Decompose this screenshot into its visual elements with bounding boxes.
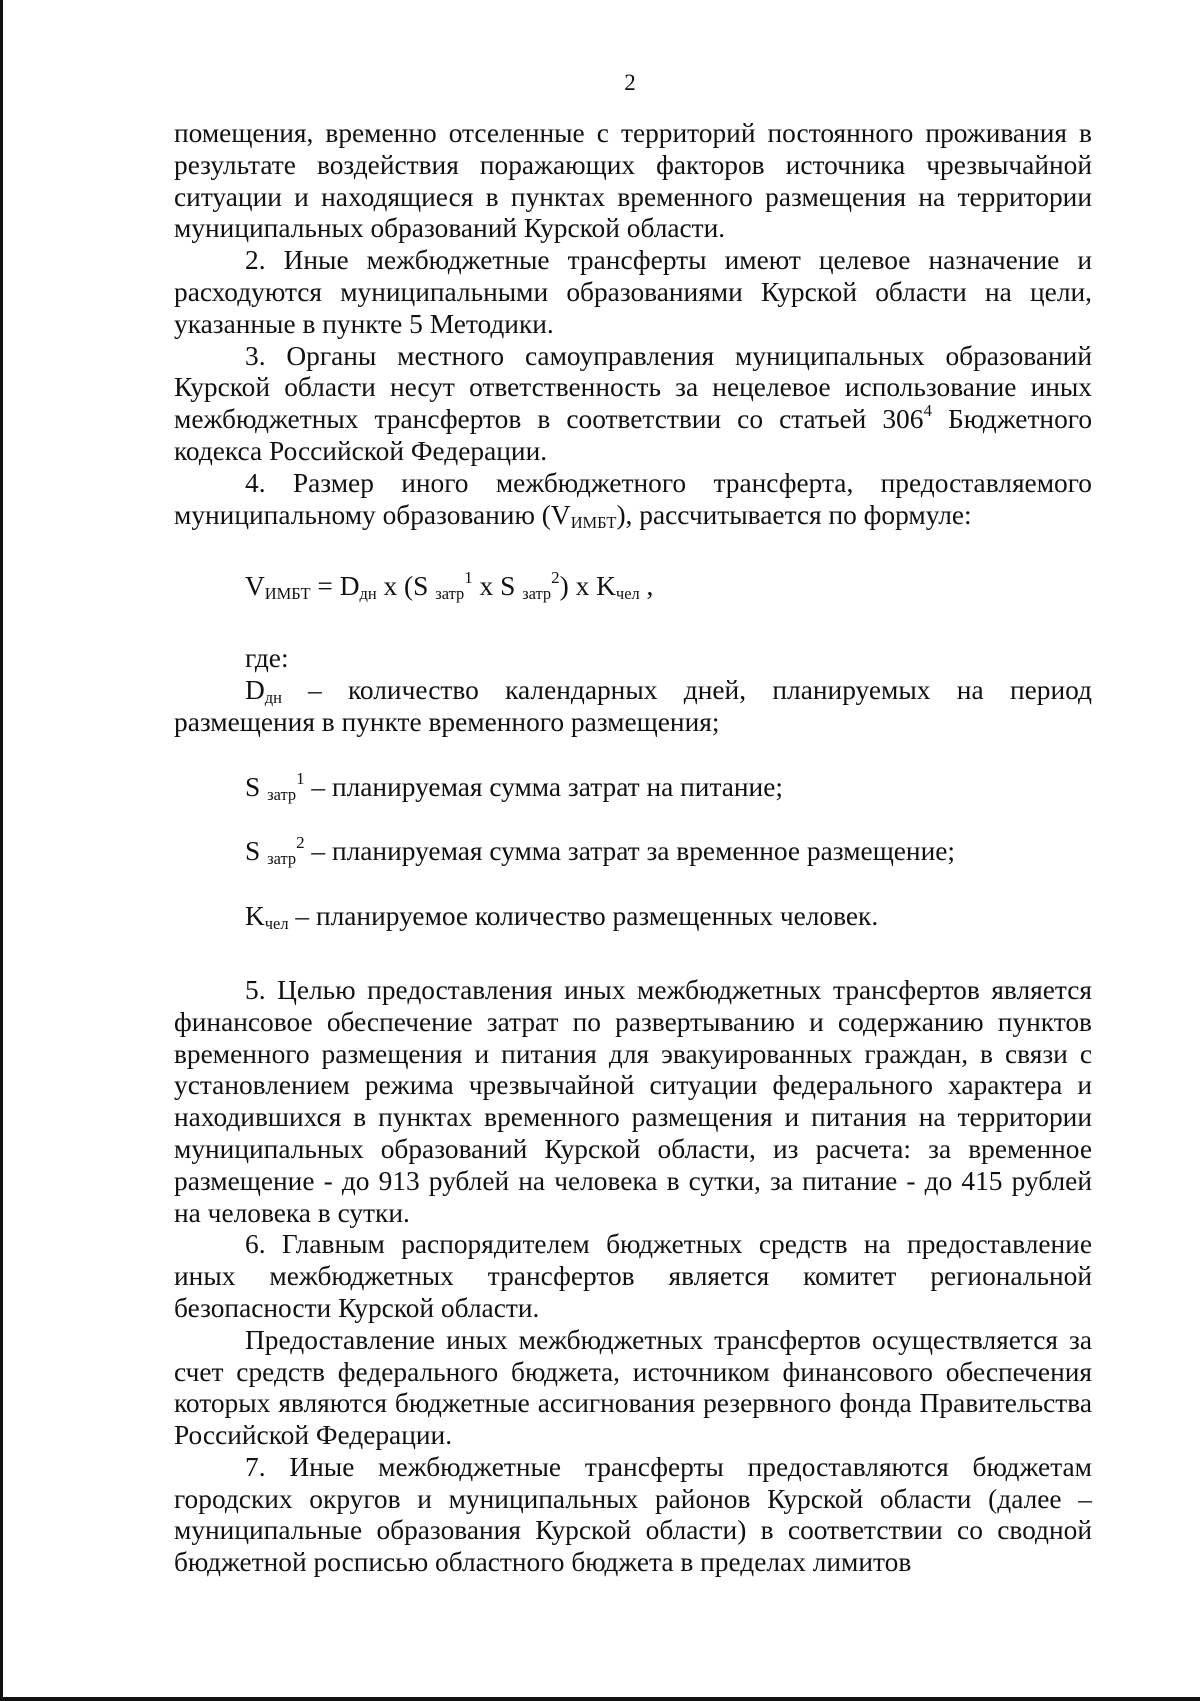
definition-k-sub: чел: [264, 914, 289, 934]
article-superscript: 4: [923, 401, 932, 421]
formula-v-sub: ИМБТ: [264, 584, 311, 604]
definition-d-sub: дн: [264, 688, 282, 708]
formula: [245, 568, 1092, 604]
definition-d-text: – количество календарных дней, планируемых на период размещения в пункте временного размещения;: [174, 674, 1092, 737]
definition-d-symbol: D: [245, 674, 265, 705]
paragraph-4: [174, 468, 1092, 532]
formula-v: V: [245, 571, 265, 602]
formula-s1-sub: затр: [435, 584, 465, 604]
paragraph-2: 2. Иные межбюджетные трансферты имеют целевое назначение и расходуются муниципальными образованиями Курской области на цели, указанные в пункте 5 Методики.: [174, 245, 1092, 339]
definition-k-symbol: K: [245, 901, 265, 932]
paragraph-4-text: 4. Размер иного межбюджетного трансферта, предоставляемого муниципальному образованию (V: [174, 467, 1092, 530]
definition-k-text: – планируемое количество размещенных человек.: [288, 901, 879, 932]
paragraph-6: 6. Главным распорядителем бюджетных средств на предоставление иных межбюджетных трансфертов является комитет региональной безопасности Курской области.: [174, 1229, 1092, 1323]
paragraph-5: 5. Целью предоставления иных межбюджетных трансфертов является финансовое обеспечение затрат по развертыванию и содержанию пунктов временного размещения и питания для эвакуированных граждан, в связи с установлением режима чрезвычайной ситуации федерального характера и находившихся в пунктах временного размещения и питания на территории муниципальных образований Курской области, из расчета: за временное размещение - до 913 рублей на человека в сутки, за питание - до 415 рублей на человека в сутки.: [174, 974, 1092, 1228]
paragraph-4-text-end: ), рассчитывается по формуле:: [616, 499, 972, 530]
formula-close: ) x K: [559, 571, 616, 602]
paragraph-3-text: 3. Органы местного самоуправления муниципальных образований Курской области несут ответственность за нецелевое использование иных межбюджетных трансфертов в соответствии со статьей 306: [174, 340, 1092, 435]
page-bottom-border: [0, 1697, 1200, 1701]
definition-s2-symbol: S: [245, 836, 268, 867]
formula-s2-sub: затр: [522, 584, 552, 604]
formula-d: D: [339, 571, 360, 602]
paragraph-3-text-end: Бюджетного кодекса Российской Федерации.: [174, 404, 1093, 466]
definition-s2: [174, 833, 1092, 869]
definition-s1-symbol: S: [245, 771, 268, 802]
where-label: где:: [245, 643, 289, 674]
formula-k-sub: чел: [615, 584, 640, 604]
definition-s2-text: – планируемая сумма затрат за временное размещение;: [304, 836, 956, 867]
paragraph-6b: Предоставление иных межбюджетных трансфертов осуществляется за счет средств федерального бюджета, источником финансового обеспечения которых являются бюджетные ассигнования резервного фонда Правительства Российской Федерации.: [174, 1324, 1092, 1451]
formula-s1-sup: 1: [464, 568, 473, 588]
definition-s1-sup: 1: [296, 768, 305, 788]
definition-s1-sub: затр: [267, 784, 297, 804]
formula-d-sub: дн: [359, 584, 377, 604]
page-number: 2: [624, 70, 636, 95]
formula-end: ,: [639, 571, 654, 602]
definition-s1: [174, 768, 1092, 804]
formula-times-1: x (S: [376, 571, 436, 602]
definition-s1-text: – планируемая сумма затрат на питание;: [304, 771, 783, 802]
definition-d: [174, 675, 1092, 739]
definition-k: [174, 901, 1092, 933]
paragraph-3: [174, 341, 1092, 468]
definition-s2-sup: 2: [296, 833, 305, 853]
paragraph-7: 7. Иные межбюджетные трансферты предоставляются бюджетам городских округов и муниципальных районов Курской области (далее – муниципальные образования Курской области) в соответствии со сводной бюджетной росписью областного бюджета в пределах лимитов: [174, 1451, 1092, 1578]
formula-eq: =: [310, 571, 340, 602]
document-body: [174, 118, 1092, 1579]
definition-s2-sub: затр: [267, 849, 297, 869]
formula-s2-sup: 2: [551, 568, 560, 588]
page-left-border: [0, 0, 3, 1701]
paragraph-intro: помещения, временно отселенные с территорий постоянного проживания в результате воздействия поражающих факторов источника чрезвычайной ситуации и находящиеся в пунктах временного размещения на территории муниципальных образований Курской области.: [174, 118, 1092, 244]
formula-times-2: x S: [472, 571, 523, 602]
v-subscript: ИМБТ: [570, 512, 617, 532]
